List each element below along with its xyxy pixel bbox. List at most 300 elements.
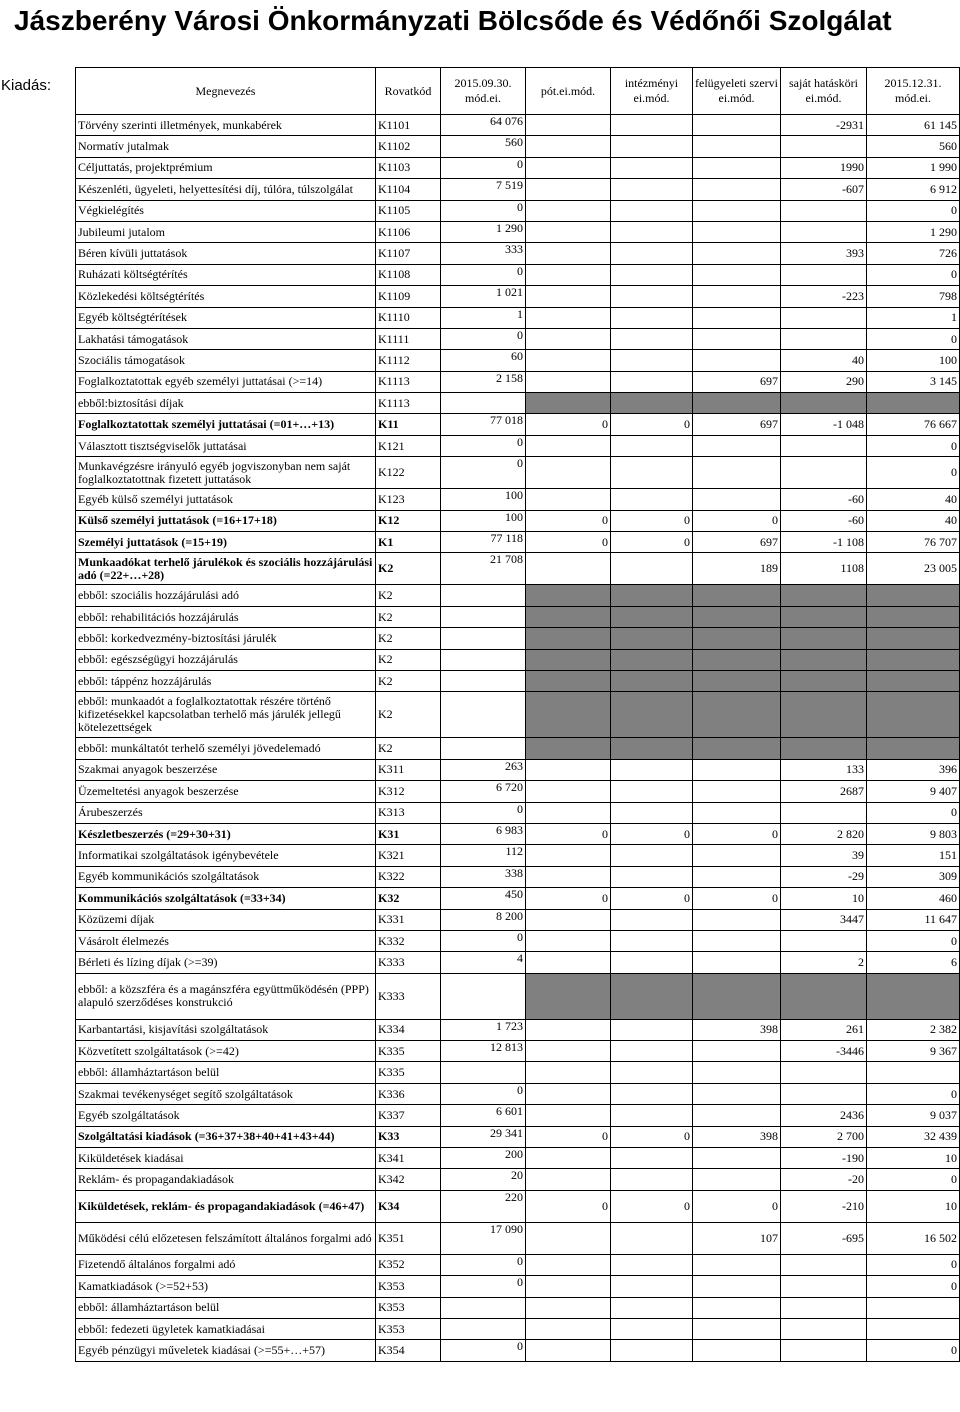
- val-institutional: [611, 759, 693, 780]
- val-supplementary: 0: [526, 414, 611, 435]
- val-own-authority: 2: [781, 952, 867, 973]
- table-row: [76, 179, 960, 200]
- val-institutional: [611, 1318, 693, 1339]
- val-own-authority: 3447: [781, 909, 867, 930]
- val-supervisory: 398: [693, 1126, 781, 1147]
- val-supervisory: [693, 628, 781, 649]
- val-dec31: 0: [867, 264, 960, 285]
- header-row: [76, 68, 960, 115]
- table-row: [76, 489, 960, 510]
- val-dec31: [867, 1062, 960, 1083]
- val-supplementary: [526, 738, 611, 759]
- val-institutional: [611, 973, 693, 1019]
- val-supplementary: [526, 670, 611, 691]
- row-name: Működési célú előzetesen felszámított általános forgalmi adó: [76, 1222, 376, 1254]
- val-institutional: 0: [611, 1190, 693, 1222]
- val-supplementary: [526, 585, 611, 606]
- table-row: [76, 553, 960, 585]
- val-sep30: 100: [441, 510, 526, 531]
- val-sep30: 6 601: [441, 1105, 526, 1126]
- row-name: Egyéb szolgáltatások: [76, 1105, 376, 1126]
- table-row: [76, 243, 960, 264]
- val-dec31: 6: [867, 952, 960, 973]
- val-supervisory: [693, 738, 781, 759]
- val-sep30: 338: [441, 866, 526, 887]
- row-code: K1108: [376, 264, 441, 285]
- val-sep30: [441, 973, 526, 1019]
- val-supervisory: 0: [693, 1190, 781, 1222]
- val-dec31: 3 145: [867, 371, 960, 392]
- val-dec31: [867, 973, 960, 1019]
- val-supplementary: 0: [526, 888, 611, 909]
- row-code: K1106: [376, 221, 441, 242]
- val-supplementary: [526, 1041, 611, 1062]
- row-code: K353: [376, 1297, 441, 1318]
- val-supervisory: [693, 973, 781, 1019]
- val-dec31: [867, 670, 960, 691]
- val-institutional: [611, 1169, 693, 1190]
- table-row: [76, 866, 960, 887]
- val-supervisory: 697: [693, 532, 781, 553]
- row-code: K1113: [376, 371, 441, 392]
- table-row: [76, 435, 960, 456]
- val-supervisory: 697: [693, 371, 781, 392]
- val-sep30: 20: [441, 1169, 526, 1190]
- val-institutional: [611, 1019, 693, 1040]
- table-row: [76, 1062, 960, 1083]
- val-supplementary: [526, 307, 611, 328]
- table-row: [76, 1126, 960, 1147]
- val-own-authority: -607: [781, 179, 867, 200]
- val-dec31: 0: [867, 1276, 960, 1297]
- val-dec31: 16 502: [867, 1222, 960, 1254]
- row-code: K1112: [376, 350, 441, 371]
- table-row: [76, 1222, 960, 1254]
- row-code: K2: [376, 649, 441, 670]
- row-name: ebből: munkaadót a foglalkoztatottak részére történő kifizetésekkel kapcsolatban terhelő más járulék jellegű kötelezettségek: [76, 692, 376, 738]
- val-sep30: [441, 585, 526, 606]
- row-name: Munkavégzésre irányuló egyéb jogviszonyban nem saját foglalkoztatottnak fizetett juttatások: [76, 457, 376, 489]
- row-name: Közüzemi díjak: [76, 909, 376, 930]
- table-row: [76, 393, 960, 414]
- val-supplementary: [526, 802, 611, 823]
- val-sep30: [441, 606, 526, 627]
- val-own-authority: 261: [781, 1019, 867, 1040]
- val-sep30: 0: [441, 457, 526, 489]
- val-dec31: 0: [867, 200, 960, 221]
- val-supplementary: [526, 371, 611, 392]
- val-sep30: 17 090: [441, 1222, 526, 1254]
- row-code: K353: [376, 1276, 441, 1297]
- row-name: ebből: államháztartáson belül: [76, 1297, 376, 1318]
- val-own-authority: [781, 1062, 867, 1083]
- row-name: ebből: táppénz hozzájárulás: [76, 670, 376, 691]
- row-code: K353: [376, 1318, 441, 1339]
- val-institutional: [611, 781, 693, 802]
- row-code: K341: [376, 1148, 441, 1169]
- row-code: K2: [376, 692, 441, 738]
- val-supplementary: [526, 243, 611, 264]
- val-own-authority: [781, 973, 867, 1019]
- table-row: [76, 649, 960, 670]
- val-dec31: 0: [867, 802, 960, 823]
- row-name: Üzemeltetési anyagok beszerzése: [76, 781, 376, 802]
- row-code: K12: [376, 510, 441, 531]
- row-name: Informatikai szolgáltatások igénybevétele: [76, 845, 376, 866]
- val-sep30: 333: [441, 243, 526, 264]
- row-name: Törvény szerinti illetmények, munkabérek: [76, 115, 376, 136]
- val-dec31: 1 990: [867, 157, 960, 178]
- val-own-authority: [781, 628, 867, 649]
- val-own-authority: [781, 328, 867, 349]
- val-dec31: 726: [867, 243, 960, 264]
- val-sep30: 1 290: [441, 221, 526, 242]
- val-dec31: 396: [867, 759, 960, 780]
- val-own-authority: -223: [781, 286, 867, 307]
- row-name: Fizetendő általános forgalmi adó: [76, 1254, 376, 1275]
- val-institutional: [611, 738, 693, 759]
- val-dec31: [867, 649, 960, 670]
- table-row: [76, 845, 960, 866]
- table-row: [76, 1148, 960, 1169]
- val-own-authority: 393: [781, 243, 867, 264]
- row-code: K313: [376, 802, 441, 823]
- row-code: K2: [376, 628, 441, 649]
- val-supervisory: [693, 435, 781, 456]
- val-own-authority: -60: [781, 489, 867, 510]
- val-dec31: 9 037: [867, 1105, 960, 1126]
- table-row: [76, 952, 960, 973]
- table-row: [76, 1041, 960, 1062]
- val-institutional: [611, 670, 693, 691]
- val-own-authority: [781, 738, 867, 759]
- row-code: K31: [376, 823, 441, 844]
- val-supplementary: [526, 606, 611, 627]
- val-dec31: 11 647: [867, 909, 960, 930]
- val-supervisory: [693, 781, 781, 802]
- table-row: [76, 692, 960, 738]
- row-code: K352: [376, 1254, 441, 1275]
- val-sep30: [441, 393, 526, 414]
- val-supplementary: [526, 221, 611, 242]
- val-supplementary: [526, 1222, 611, 1254]
- val-sep30: 1 723: [441, 1019, 526, 1040]
- table-row: [76, 1083, 960, 1104]
- val-own-authority: -2931: [781, 115, 867, 136]
- table-row: [76, 307, 960, 328]
- val-own-authority: [781, 1083, 867, 1104]
- row-code: K11: [376, 414, 441, 435]
- val-own-authority: -210: [781, 1190, 867, 1222]
- val-supplementary: [526, 350, 611, 371]
- val-sep30: [441, 1297, 526, 1318]
- val-dec31: [867, 1297, 960, 1318]
- val-sep30: 100: [441, 489, 526, 510]
- val-institutional: [611, 1254, 693, 1275]
- table-row: [76, 909, 960, 930]
- val-own-authority: [781, 136, 867, 157]
- val-sep30: 6 983: [441, 823, 526, 844]
- col-header-institutional: intézményi ei.mód.: [611, 68, 693, 115]
- val-dec31: [867, 628, 960, 649]
- val-supervisory: [693, 649, 781, 670]
- col-header-supplementary: pót.ei.mód.: [526, 68, 611, 115]
- row-code: K2: [376, 585, 441, 606]
- val-supervisory: [693, 200, 781, 221]
- val-sep30: 0: [441, 200, 526, 221]
- table-row: [76, 1297, 960, 1318]
- val-supervisory: [693, 136, 781, 157]
- table-row: [76, 115, 960, 136]
- val-sep30: 0: [441, 328, 526, 349]
- val-own-authority: [781, 585, 867, 606]
- val-dec31: 151: [867, 845, 960, 866]
- val-supplementary: [526, 1083, 611, 1104]
- val-institutional: [611, 845, 693, 866]
- val-own-authority: -695: [781, 1222, 867, 1254]
- row-name: Szolgáltatási kiadások (=36+37+38+40+41+43+44): [76, 1126, 376, 1147]
- val-supervisory: [693, 489, 781, 510]
- row-name: Választott tisztségviselők juttatásai: [76, 435, 376, 456]
- val-dec31: 100: [867, 350, 960, 371]
- val-own-authority: [781, 1318, 867, 1339]
- val-sep30: 6 720: [441, 781, 526, 802]
- row-name: Szakmai anyagok beszerzése: [76, 759, 376, 780]
- val-dec31: 460: [867, 888, 960, 909]
- table-row: [76, 532, 960, 553]
- row-name: Munkaadókat terhelő járulékok és szociális hozzájárulási adó (=22+…+28): [76, 553, 376, 585]
- row-name: Egyéb külső személyi juttatások: [76, 489, 376, 510]
- val-supervisory: [693, 845, 781, 866]
- val-institutional: [611, 1222, 693, 1254]
- row-code: K1102: [376, 136, 441, 157]
- val-sep30: [441, 628, 526, 649]
- val-own-authority: [781, 1340, 867, 1361]
- val-dec31: 798: [867, 286, 960, 307]
- val-institutional: [611, 1148, 693, 1169]
- val-sep30: [441, 670, 526, 691]
- val-supplementary: [526, 264, 611, 285]
- val-sep30: [441, 1062, 526, 1083]
- val-supplementary: [526, 200, 611, 221]
- val-institutional: [611, 457, 693, 489]
- val-supervisory: [693, 692, 781, 738]
- val-dec31: 76 707: [867, 532, 960, 553]
- row-code: K334: [376, 1019, 441, 1040]
- val-own-authority: -1 108: [781, 532, 867, 553]
- val-institutional: [611, 649, 693, 670]
- table-row: [76, 510, 960, 531]
- val-dec31: 76 667: [867, 414, 960, 435]
- val-sep30: 0: [441, 157, 526, 178]
- val-own-authority: 2 820: [781, 823, 867, 844]
- table-row: [76, 738, 960, 759]
- val-supplementary: [526, 1340, 611, 1361]
- val-supervisory: 0: [693, 888, 781, 909]
- val-supervisory: [693, 1041, 781, 1062]
- val-own-authority: -1 048: [781, 414, 867, 435]
- row-code: K32: [376, 888, 441, 909]
- val-dec31: 9 407: [867, 781, 960, 802]
- table-row: [76, 973, 960, 1019]
- val-supplementary: [526, 457, 611, 489]
- val-supervisory: [693, 1105, 781, 1126]
- row-name: Céljuttatás, projektprémium: [76, 157, 376, 178]
- col-header-dec31: 2015.12.31. mód.ei.: [867, 68, 960, 115]
- val-sep30: 0: [441, 435, 526, 456]
- val-institutional: [611, 606, 693, 627]
- val-supplementary: [526, 952, 611, 973]
- val-supplementary: [526, 393, 611, 414]
- val-supplementary: [526, 973, 611, 1019]
- val-own-authority: [781, 1276, 867, 1297]
- val-supplementary: [526, 1276, 611, 1297]
- val-supervisory: [693, 759, 781, 780]
- val-supplementary: [526, 553, 611, 585]
- val-supplementary: 0: [526, 532, 611, 553]
- val-sep30: [441, 738, 526, 759]
- val-sep30: 0: [441, 264, 526, 285]
- val-sep30: 7 519: [441, 179, 526, 200]
- val-supervisory: [693, 328, 781, 349]
- row-code: K1109: [376, 286, 441, 307]
- table-row: [76, 350, 960, 371]
- val-dec31: 2 382: [867, 1019, 960, 1040]
- val-supervisory: [693, 930, 781, 951]
- val-own-authority: [781, 1254, 867, 1275]
- row-code: K354: [376, 1340, 441, 1361]
- val-sep30: 2 158: [441, 371, 526, 392]
- row-name: Készletbeszerzés (=29+30+31): [76, 823, 376, 844]
- row-code: K1107: [376, 243, 441, 264]
- row-code: K321: [376, 845, 441, 866]
- val-supplementary: [526, 157, 611, 178]
- table-row: [76, 328, 960, 349]
- val-institutional: 0: [611, 414, 693, 435]
- val-institutional: [611, 136, 693, 157]
- val-sep30: 112: [441, 845, 526, 866]
- val-own-authority: [781, 606, 867, 627]
- row-code: K335: [376, 1041, 441, 1062]
- val-institutional: 0: [611, 532, 693, 553]
- val-dec31: 10: [867, 1148, 960, 1169]
- val-own-authority: [781, 393, 867, 414]
- val-sep30: 0: [441, 802, 526, 823]
- val-institutional: [611, 909, 693, 930]
- table-row: [76, 264, 960, 285]
- val-dec31: 1: [867, 307, 960, 328]
- val-institutional: [611, 1083, 693, 1104]
- val-own-authority: [781, 670, 867, 691]
- val-institutional: 0: [611, 510, 693, 531]
- val-institutional: [611, 243, 693, 264]
- row-name: Közlekedési költségtérítés: [76, 286, 376, 307]
- table-row: [76, 888, 960, 909]
- val-supervisory: [693, 1340, 781, 1361]
- row-name: Készenléti, ügyeleti, helyettesítési díj, túlóra, túlszolgálat: [76, 179, 376, 200]
- val-own-authority: [781, 221, 867, 242]
- col-header-own-authority: saját hatásköri ei.mód.: [781, 68, 867, 115]
- val-own-authority: -3446: [781, 1041, 867, 1062]
- val-dec31: 0: [867, 1254, 960, 1275]
- val-supplementary: [526, 845, 611, 866]
- table-row: [76, 1318, 960, 1339]
- val-supervisory: [693, 1169, 781, 1190]
- val-supervisory: [693, 670, 781, 691]
- val-dec31: 61 145: [867, 115, 960, 136]
- row-name: Szociális támogatások: [76, 350, 376, 371]
- table-row: [76, 200, 960, 221]
- val-supplementary: [526, 115, 611, 136]
- val-institutional: [611, 1105, 693, 1126]
- val-sep30: 8 200: [441, 909, 526, 930]
- val-supervisory: [693, 221, 781, 242]
- val-own-authority: 1108: [781, 553, 867, 585]
- val-own-authority: 290: [781, 371, 867, 392]
- row-code: K337: [376, 1105, 441, 1126]
- val-own-authority: 40: [781, 350, 867, 371]
- val-supplementary: [526, 1297, 611, 1318]
- row-code: K2: [376, 670, 441, 691]
- val-own-authority: 2 700: [781, 1126, 867, 1147]
- table-row: [76, 1190, 960, 1222]
- val-supervisory: [693, 179, 781, 200]
- val-dec31: 40: [867, 489, 960, 510]
- val-institutional: [611, 553, 693, 585]
- budget-table: [75, 67, 960, 1362]
- val-institutional: [611, 435, 693, 456]
- row-name: Foglalkoztatottak személyi juttatásai (=01+…+13): [76, 414, 376, 435]
- row-name: ebből:biztosítási díjak: [76, 393, 376, 414]
- table-row: [76, 670, 960, 691]
- val-supplementary: [526, 649, 611, 670]
- val-own-authority: [781, 435, 867, 456]
- row-name: Kamatkiadások (>=52+53): [76, 1276, 376, 1297]
- val-institutional: [611, 393, 693, 414]
- val-institutional: 0: [611, 1126, 693, 1147]
- val-dec31: 0: [867, 930, 960, 951]
- row-code: K1111: [376, 328, 441, 349]
- val-own-authority: [781, 200, 867, 221]
- table-row: [76, 136, 960, 157]
- val-dec31: 9 803: [867, 823, 960, 844]
- val-dec31: [867, 606, 960, 627]
- val-sep30: 220: [441, 1190, 526, 1222]
- table-row: [76, 371, 960, 392]
- val-institutional: [611, 307, 693, 328]
- table-row: [76, 802, 960, 823]
- val-sep30: 0: [441, 930, 526, 951]
- table-row: [76, 457, 960, 489]
- val-supplementary: [526, 759, 611, 780]
- row-code: K33: [376, 1126, 441, 1147]
- row-name: Kommunikációs szolgáltatások (=33+34): [76, 888, 376, 909]
- val-supplementary: [526, 930, 611, 951]
- val-supervisory: [693, 1318, 781, 1339]
- row-name: Egyéb költségtérítések: [76, 307, 376, 328]
- val-sep30: [441, 649, 526, 670]
- row-name: ebből: rehabilitációs hozzájárulás: [76, 606, 376, 627]
- table-row: [76, 1169, 960, 1190]
- val-institutional: [611, 1062, 693, 1083]
- val-supplementary: [526, 1169, 611, 1190]
- val-dec31: [867, 393, 960, 414]
- col-header-name: Megnevezés: [76, 68, 376, 115]
- val-institutional: [611, 200, 693, 221]
- val-dec31: 0: [867, 328, 960, 349]
- row-name: Árubeszerzés: [76, 802, 376, 823]
- row-code: K351: [376, 1222, 441, 1254]
